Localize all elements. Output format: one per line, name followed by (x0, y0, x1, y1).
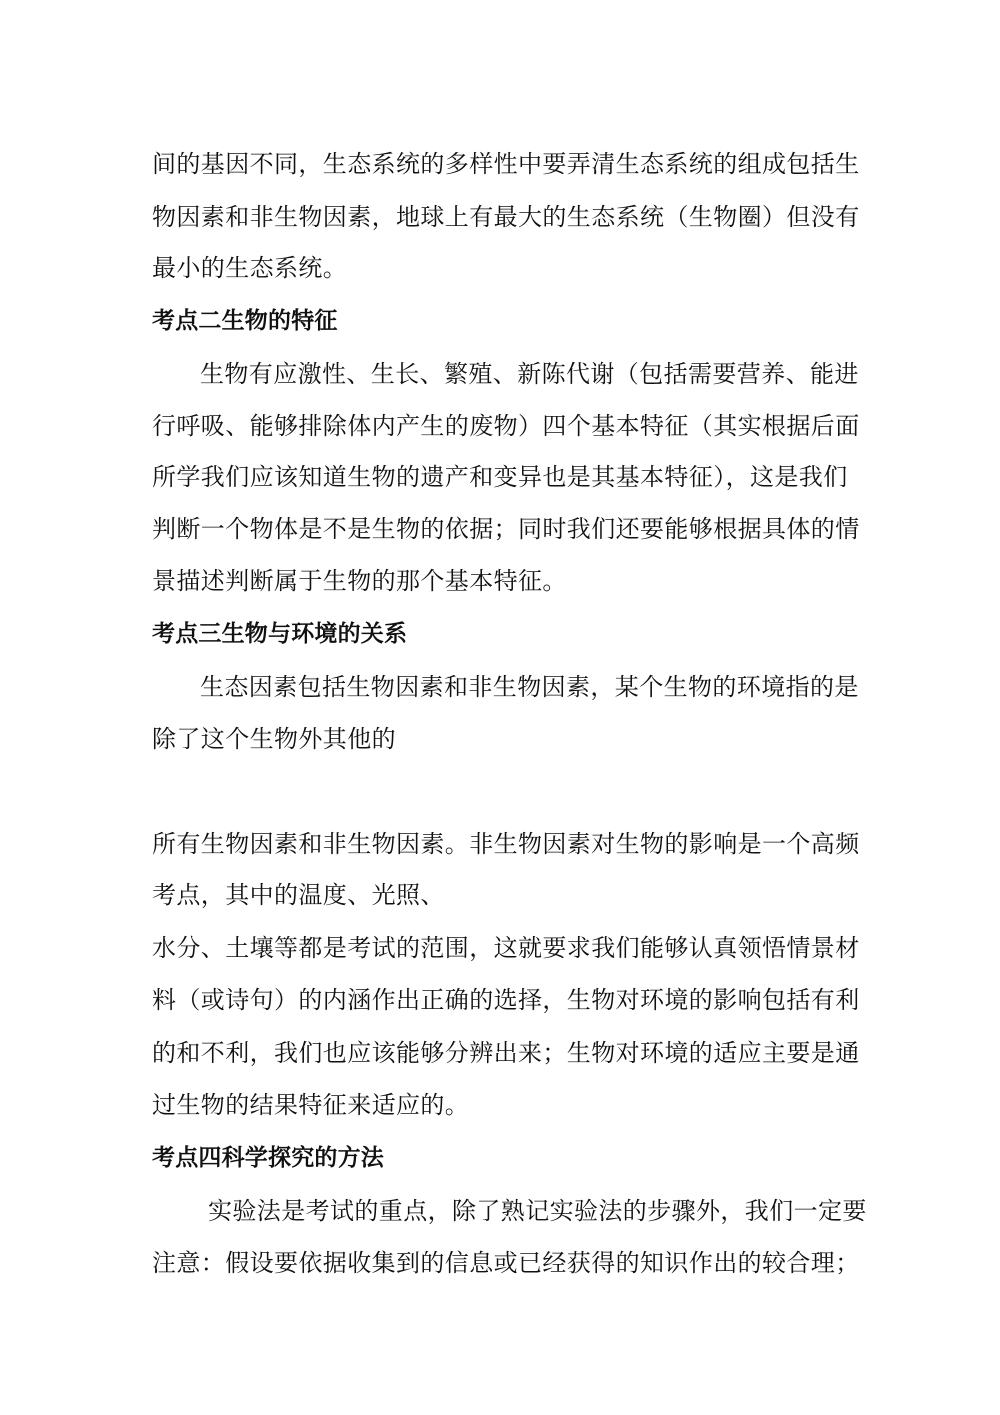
text-line: 考点，其中的温度、光照、 (152, 881, 445, 909)
text-line: 生态因素包括生物因素和非生物因素，某个生物的环境指的是 (200, 673, 859, 701)
text-line: 实验法是考试的重点，除了熟记实验法的步骤外，我们一定要 (208, 1197, 867, 1225)
text-line: 除了这个生物外其他的 (152, 725, 396, 753)
text-line: 过生物的结果特征来适应的。 (152, 1091, 470, 1119)
text-line: 料（或诗句）的内涵作出正确的选择，生物对环境的影响包括有利 (152, 986, 860, 1014)
text-line: 景描述判断属于生物的那个基本特征。 (152, 567, 567, 595)
text-line: 水分、土壤等都是考试的范围，这就要求我们能够认真领悟情景材 (152, 934, 860, 962)
text-line: 注意：假设要依据收集到的信息或已经获得的知识作出的较合理； (152, 1249, 860, 1277)
text-line: 间的基因不同，生态系统的多样性中要弄清生态系统的组成包括生 (152, 150, 860, 178)
section-heading: 考点三生物与环境的关系 (152, 620, 408, 647)
text-line: 所有生物因素和非生物因素。非生物因素对生物的影响是一个高频 (152, 830, 860, 858)
text-line: 判断一个物体是不是生物的依据；同时我们还要能够根据具体的情 (152, 515, 860, 543)
text-line: 物因素和非生物因素，地球上有最大的生态系统（生物圈）但没有 (152, 203, 860, 231)
text-line: 行呼吸、能够排除体内产生的废物）四个基本特征（其实根据后面 (152, 412, 860, 440)
section-heading: 考点四科学探究的方法 (152, 1144, 384, 1171)
text-line: 最小的生态系统。 (152, 254, 348, 282)
text-line: 生物有应激性、生长、繁殖、新陈代谢（包括需要营养、能进 (200, 360, 859, 388)
section-heading: 考点二生物的特征 (152, 307, 338, 334)
text-line: 所学我们应该知道生物的遗产和变异也是其基本特征），这是我们 (152, 463, 848, 491)
text-line: 的和不利，我们也应该能够分辨出来；生物对环境的适应主要是通 (152, 1039, 860, 1067)
